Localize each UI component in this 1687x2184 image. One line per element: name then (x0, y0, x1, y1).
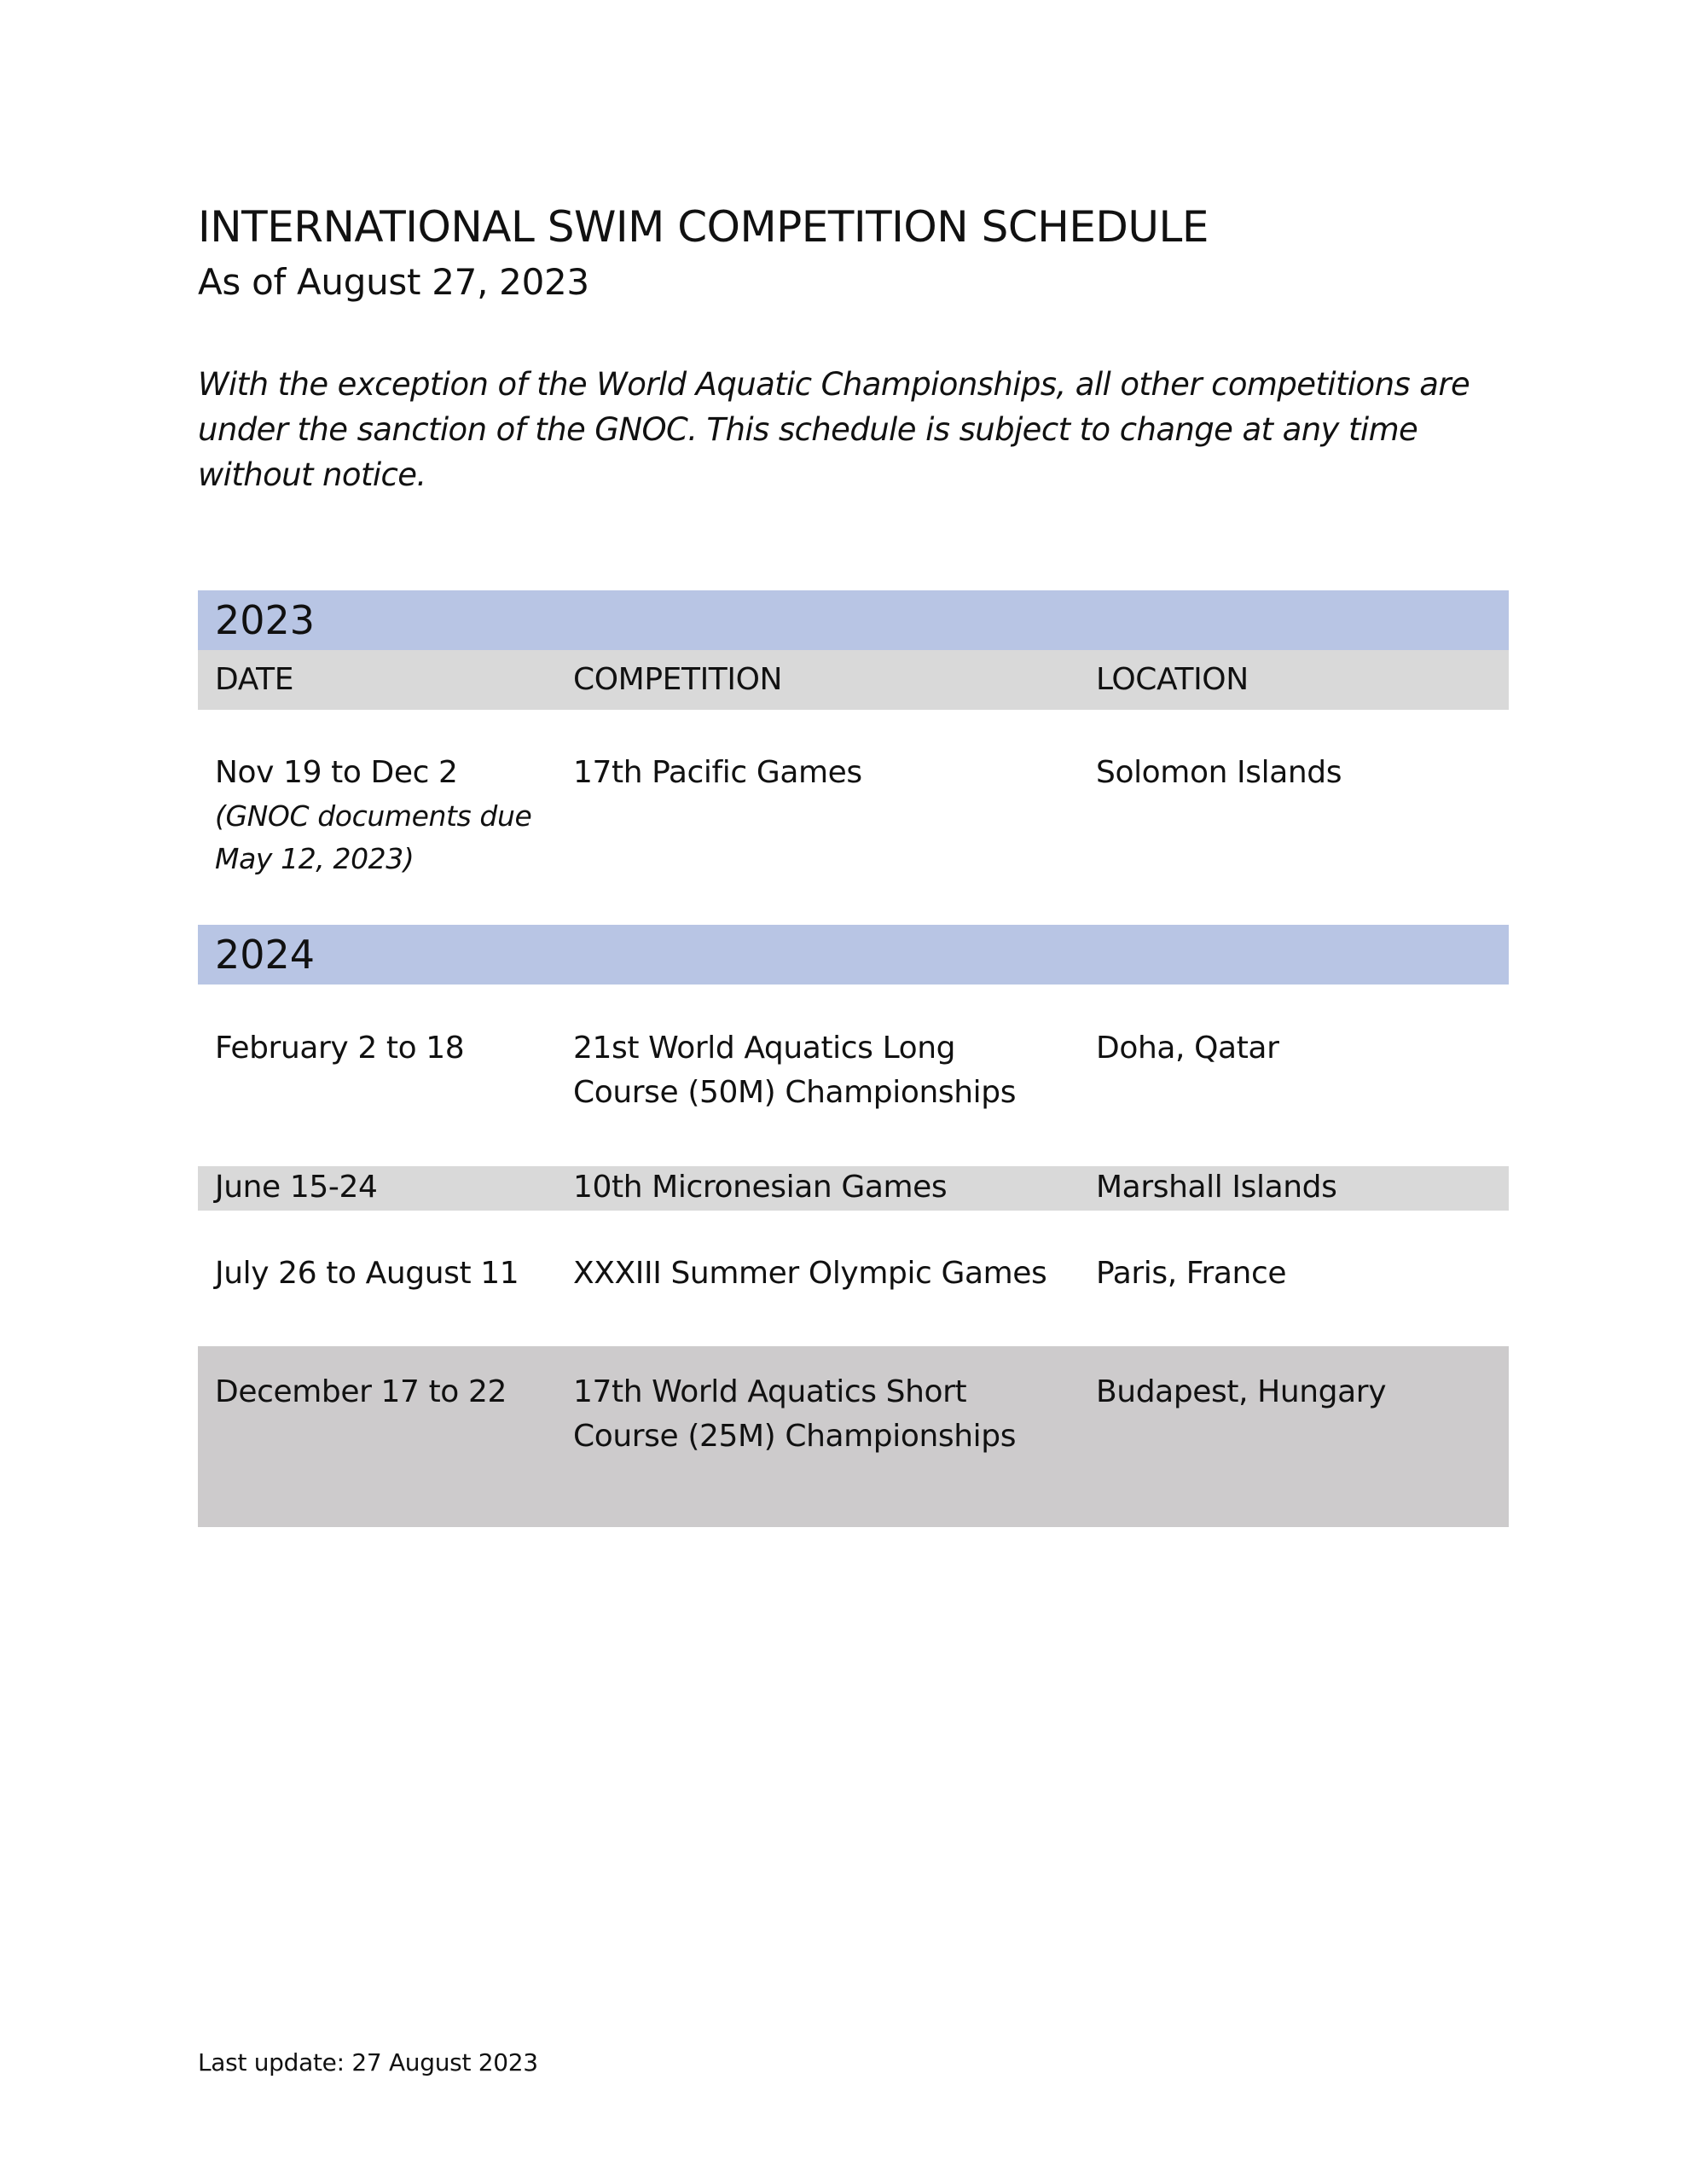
competition-line: 17th World Aquatics Short (573, 1374, 967, 1409)
date-note-line: May 12, 2023) (215, 842, 415, 875)
competition-line: 21st World Aquatics Long (573, 1031, 956, 1066)
row-location: Budapest, Hungary (1096, 1374, 1387, 1409)
row-competition (573, 1370, 1016, 1459)
row-date: July 26 to August 11 (215, 1256, 519, 1291)
row-competition: 17th Pacific Games (573, 755, 862, 790)
header-competition: COMPETITION (573, 662, 783, 697)
year-label: 2023 (215, 597, 316, 643)
table-header-row (198, 650, 1509, 710)
last-update-footer: Last update: 27 August 2023 (198, 2048, 538, 2077)
date-text: Nov 19 to Dec 2 (215, 755, 458, 790)
table-row (198, 1346, 1509, 1527)
date-note-line: (GNOC documents due (215, 799, 532, 833)
header-date: DATE (215, 662, 294, 697)
year-label: 2024 (215, 932, 316, 978)
table-row (198, 1252, 1509, 1303)
row-location: Paris, France (1096, 1256, 1287, 1291)
row-date: February 2 to 18 (215, 1031, 465, 1066)
row-date: June 15-24 (215, 1170, 378, 1205)
row-location: Marshall Islands (1096, 1170, 1337, 1205)
row-location: Solomon Islands (1096, 755, 1342, 790)
competition-line: Course (50M) Championships (573, 1075, 1017, 1110)
intro-line: With the exception of the World Aquatic Championships, all other competitions are (198, 366, 1470, 403)
year-band-2024 (198, 925, 1509, 985)
row-competition: 10th Micronesian Games (573, 1170, 948, 1205)
document-subtitle: As of August 27, 2023 (198, 261, 589, 303)
table-row (198, 751, 1509, 896)
row-date: December 17 to 22 (215, 1374, 507, 1409)
row-competition (573, 1026, 1016, 1115)
table-row (198, 1166, 1509, 1211)
row-date (215, 751, 531, 880)
row-competition: XXXIII Summer Olympic Games (573, 1256, 1047, 1291)
header-location: LOCATION (1096, 662, 1249, 697)
row-location: Doha, Qatar (1096, 1031, 1279, 1066)
year-band-2023 (198, 590, 1509, 650)
competition-line: Course (25M) Championships (573, 1419, 1017, 1454)
intro-line: under the sanction of the GNOC. This schedule is subject to change at any time (198, 411, 1418, 448)
intro-paragraph (198, 362, 1528, 497)
document-title: INTERNATIONAL SWIM COMPETITION SCHEDULE (198, 202, 1209, 252)
table-row (198, 1026, 1509, 1120)
intro-line: without notice. (198, 456, 426, 493)
